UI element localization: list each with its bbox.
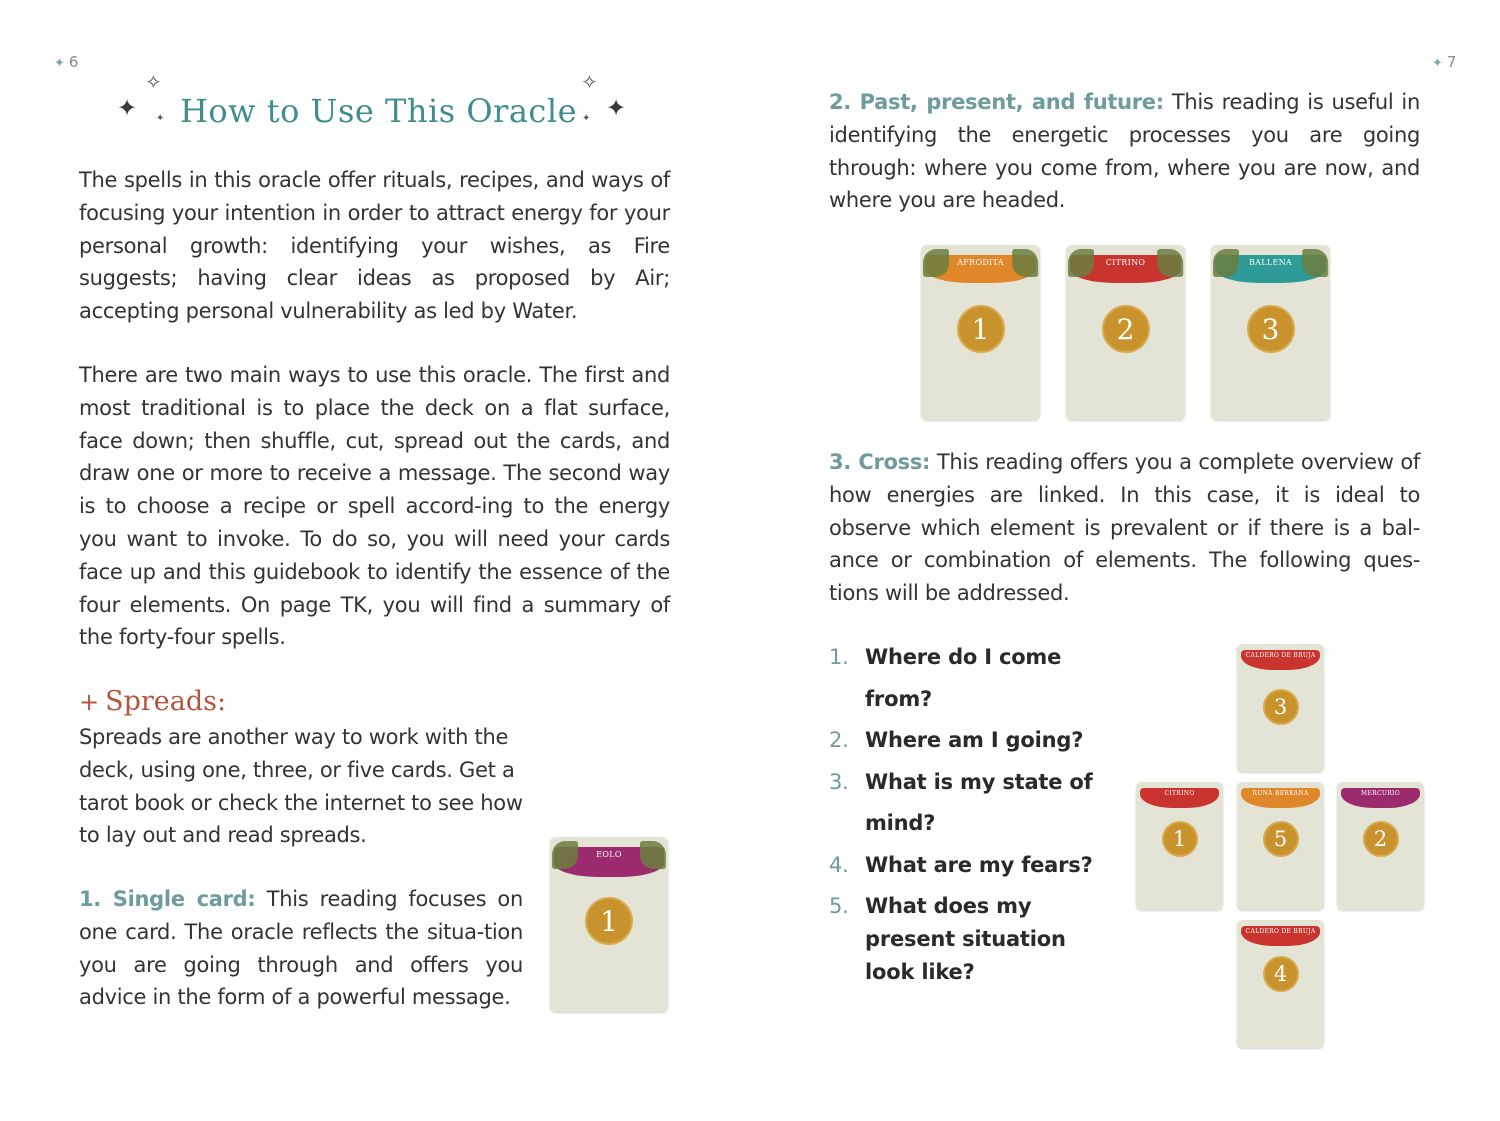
list-number: 2. xyxy=(829,728,849,752)
card-number-badge: 2 xyxy=(1363,821,1399,857)
ppf-text: This reading is useful in identifying the energetic processes you are going through: where you come from, where you are now, and where you are headed. xyxy=(829,90,1420,213)
card-banner-label: CITRINO xyxy=(1164,789,1195,797)
past-present-future-paragraph xyxy=(829,86,1420,217)
leaf-ornament-icon xyxy=(923,249,949,277)
list-item xyxy=(829,762,1129,845)
card-banner xyxy=(1241,788,1320,808)
card-number-badge: 5 xyxy=(1263,821,1299,857)
spreads-heading xyxy=(79,686,226,717)
oracle-card-past xyxy=(921,245,1040,420)
oracle-card-cross-center xyxy=(1237,782,1324,910)
list-item xyxy=(829,845,1129,887)
list-text: What are my fears? xyxy=(865,852,1093,877)
leaf-ornament-icon xyxy=(1012,249,1038,277)
leaf-ornament-icon xyxy=(1302,249,1328,277)
card-banner-label: CALDERO DE BRUJA xyxy=(1245,651,1316,659)
card-banner xyxy=(1241,926,1320,946)
card-banner xyxy=(1140,788,1219,808)
leaf-ornament-icon xyxy=(1068,249,1094,277)
oracle-card-cross-left xyxy=(1136,782,1223,910)
list-number: 1. xyxy=(829,645,849,669)
card-number-badge: 3 xyxy=(1263,689,1299,725)
list-text: What does my present situation look like? xyxy=(865,894,1066,984)
leaf-ornament-icon xyxy=(640,841,666,869)
list-text: Where am I going? xyxy=(865,728,1084,752)
cross-lead: 3. Cross: xyxy=(829,450,931,474)
star-icon: ✦ xyxy=(54,56,65,71)
cross-paragraph xyxy=(829,446,1420,610)
list-item xyxy=(829,637,1129,720)
cross-text: This reading offers you a complete overview of how energies are linked. In this case, it is ideal to observe which element is prevalent or if there is a bal-ance or combination of elements. The following ques-tions will be addressed. xyxy=(829,450,1420,606)
card-number-badge: 1 xyxy=(585,897,633,945)
single-card-lead: 1. Single card: xyxy=(79,887,256,911)
list-number: 3. xyxy=(829,769,849,794)
card-banner-label: EOLO xyxy=(596,849,622,859)
leaf-ornament-icon xyxy=(1157,249,1183,277)
oracle-card-future xyxy=(1211,245,1330,420)
card-number-badge: 1 xyxy=(957,305,1005,353)
card-banner-label: BALLENA xyxy=(1249,257,1292,267)
page-number-text: 7 xyxy=(1446,53,1457,71)
cross-questions-list xyxy=(829,637,1129,989)
sparkle-tiny-icon: ✦ xyxy=(156,113,165,124)
card-number-badge: 3 xyxy=(1247,305,1295,353)
list-text: What is my state of mind? xyxy=(865,769,1093,835)
card-number-badge: 1 xyxy=(1162,821,1198,857)
card-banner-label: CALDERO DE BRUJA xyxy=(1245,927,1316,935)
leaf-ornament-icon xyxy=(1213,249,1239,277)
oracle-card-cross-bottom xyxy=(1237,920,1324,1048)
single-card-paragraph xyxy=(79,883,523,1014)
card-banner-label: CITRINO xyxy=(1105,257,1146,267)
page-number-right xyxy=(1428,53,1456,71)
card-banner xyxy=(1241,650,1320,670)
page-number-text: 6 xyxy=(68,53,79,71)
card-banner-label: AFRODITA xyxy=(957,257,1004,267)
card-banner-label: RUNA BERKANA xyxy=(1252,789,1309,797)
spreads-heading-text: Spreads: xyxy=(105,686,227,717)
oracle-card-cross-top xyxy=(1237,644,1324,772)
card-number-badge: 2 xyxy=(1102,305,1150,353)
card-number-badge: 4 xyxy=(1263,956,1299,992)
ppf-lead: 2. Past, present, and future: xyxy=(829,90,1164,114)
list-number: 4. xyxy=(829,852,849,877)
spreads-paragraph xyxy=(79,721,670,852)
card-banner xyxy=(1341,788,1420,808)
sparkle-outline-icon: ✧ xyxy=(581,70,598,94)
single-card-text: This reading focuses on one card. The oracle reflects the situa-tion you are going through and offers you advice in the form of a powerful message. xyxy=(79,887,523,1010)
oracle-card-cross-right xyxy=(1337,782,1424,910)
star-icon: ✦ xyxy=(1432,56,1443,71)
spreads-text: Spreads are another way to work with the deck, using one, three, or five cards. Get a tarot book or check the internet to see how to lay out and read spreads. xyxy=(79,725,523,848)
sparkle-tiny-icon: ✦ xyxy=(582,113,591,124)
list-item xyxy=(829,890,1129,989)
leaf-ornament-icon xyxy=(552,841,578,869)
oracle-card-present xyxy=(1066,245,1185,420)
list-text: Where do I come from? xyxy=(865,645,1062,711)
page-number-left xyxy=(50,53,78,71)
sparkle-icon: ✦ xyxy=(606,94,627,122)
page-title: How to Use This Oracle xyxy=(180,92,578,130)
sparkle-outline-icon: ✧ xyxy=(145,70,162,94)
plus-icon: + xyxy=(79,688,100,716)
card-banner-label: MERCURIO xyxy=(1361,789,1400,797)
intro-paragraph: The spells in this oracle offer rituals, recipes, and ways of focusing your intention in order to attract energy for your personal growth: identifying your wishes, as Fire suggests; having clear ideas as proposed by Air; accepting personal vulnerability as led by Water. xyxy=(79,168,670,324)
list-item xyxy=(829,720,1129,762)
oracle-card-single xyxy=(550,837,668,1012)
list-number: 5. xyxy=(829,894,849,918)
sparkle-icon: ✦ xyxy=(117,94,138,122)
usage-paragraph: There are two main ways to use this oracle. The first and most traditional is to place the deck on a flat surface, face down; then shuffle, cut, spread out the cards, and draw one or more to receive a message. The second way is to choose a recipe or spell accord-ing to the energy you want to invoke. To do so, you will need your cards face up and this guidebook to identify the essence of the four elements. On page TK, you will find a summary of the forty-four spells. xyxy=(79,363,670,650)
